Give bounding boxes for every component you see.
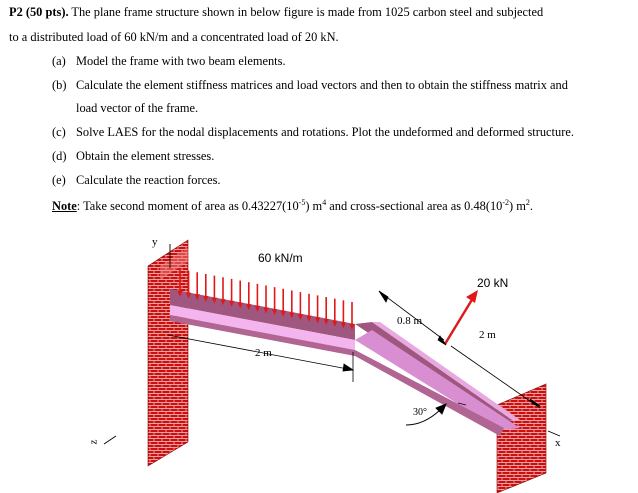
item-text: Model the frame with two beam elements.	[76, 54, 286, 68]
item-label: (d)	[52, 149, 67, 163]
left-wall-support	[148, 240, 188, 466]
label-axis-z: z	[87, 439, 100, 445]
item-text: Calculate the reaction forces.	[76, 173, 221, 187]
item-text: Obtain the element stresses.	[76, 149, 215, 163]
note-text: and cross-sectional area as 0.48(10	[326, 199, 503, 214]
label-dim-horizontal: 2 m	[255, 347, 272, 359]
label-distributed-load: 60 kN/m	[258, 251, 303, 265]
note-text: : Take second moment of area as 0.43227(10	[76, 199, 299, 214]
right-wall-support	[497, 384, 546, 493]
label-dim-vertical: 0.8 m	[397, 315, 423, 327]
note-exp: -2	[502, 198, 510, 207]
label-point-load: 20 kN	[477, 276, 509, 290]
item-text: Calculate the element stiffness matrices and load vectors and then to obtain the stiffness matrix and	[76, 78, 568, 92]
note-exp: 2	[525, 198, 530, 207]
item-label: (e)	[52, 173, 66, 187]
note-label: Note	[52, 199, 77, 214]
note-exp: -5	[298, 198, 306, 207]
problem-intro-1: The plane frame structure shown in below figure is made from 1025 carbon steel and subjected	[71, 5, 544, 19]
label-axis-x: x	[555, 437, 561, 449]
note-text: .	[529, 199, 534, 214]
label-angle: 30°	[413, 407, 427, 418]
item-label: (c)	[52, 125, 66, 139]
point-load-arrow	[445, 290, 478, 344]
item-label: (a)	[52, 54, 66, 68]
item-text: Solve LAES for the nodal displacements and rotations. Plot the undeformed and deformed structure.	[76, 125, 574, 139]
label-dim-inclined: 2 m	[479, 329, 496, 341]
note-text: ) m	[305, 199, 323, 214]
label-axis-y: y	[152, 236, 158, 248]
note-text: ) m	[509, 199, 526, 214]
note-exp: 4	[322, 198, 327, 207]
problem-intro-line2: to a distributed load of 60 kN/m and a concentrated load of 20 kN.	[9, 30, 339, 44]
item-text: load vector of the frame.	[76, 101, 199, 115]
problem-title: P2 (50 pts).	[9, 5, 69, 19]
item-label: (b)	[52, 78, 67, 92]
